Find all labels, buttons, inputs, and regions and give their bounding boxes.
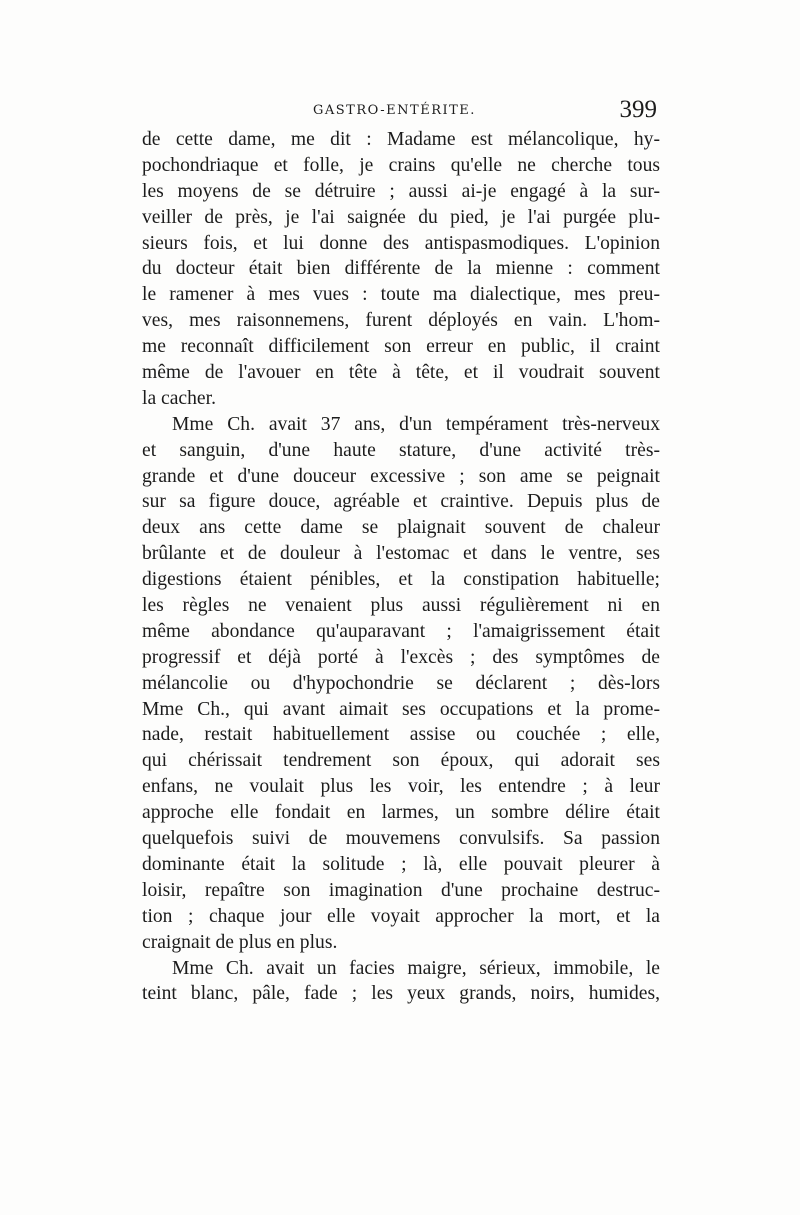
text-line: le ramener à mes vues : toute ma dialectique, mes preu- bbox=[142, 284, 660, 306]
text-line: Mme Ch. avait 37 ans, d'un tempérament très-nerveux bbox=[172, 413, 660, 435]
text-line: pochondriaque et folle, je crains qu'elle ne cherche tous bbox=[142, 154, 660, 176]
text-line: progressif et déjà porté à l'excès ; des symptômes de bbox=[142, 646, 660, 668]
text-line: veiller de près, je l'ai saignée du pied, je l'ai purgée plu- bbox=[142, 206, 660, 228]
text-line: approche elle fondait en larmes, un sombre délire était bbox=[142, 802, 660, 824]
text-line: sieurs fois, et lui donne des antispasmodiques. L'opinion bbox=[142, 232, 660, 254]
text-line: dominante était la solitude ; là, elle pouvait pleurer à bbox=[142, 853, 660, 875]
text-line: loisir, repaître son imagination d'une prochaine destruc- bbox=[142, 879, 660, 901]
text-line: grande et d'une douceur excessive ; son ame se peignait bbox=[142, 465, 660, 487]
text-line: digestions étaient pénibles, et la constipation habituelle; bbox=[142, 569, 660, 591]
page-header bbox=[143, 98, 659, 128]
text-line: tion ; chaque jour elle voyait approcher la mort, et la bbox=[142, 905, 660, 927]
text-line: enfans, ne voulait plus les voir, les entendre ; à leur bbox=[142, 776, 660, 798]
text-line: mélancolie ou d'hypochondrie se déclarent ; dès-lors bbox=[142, 672, 660, 694]
text-line: même abondance qu'auparavant ; l'amaigrissement était bbox=[142, 620, 660, 642]
page-number: 399 bbox=[619, 96, 657, 123]
text-line: brûlante et de douleur à l'estomac et dans le ventre, ses bbox=[142, 543, 660, 565]
text-line: sur sa figure douce, agréable et craintive. Depuis plus de bbox=[142, 491, 660, 513]
text-line: craignait de plus en plus. bbox=[142, 931, 338, 953]
text-line: quelquefois suivi de mouvemens convulsifs. Sa passion bbox=[142, 828, 660, 850]
text-line: de cette dame, me dit : Madame est mélancolique, hy- bbox=[142, 129, 660, 150]
text-line: du docteur était bien différente de la mienne : comment bbox=[142, 258, 660, 280]
text-line: la cacher. bbox=[142, 387, 216, 409]
text-line: me reconnaît difficilement son erreur en public, il craint bbox=[142, 336, 660, 358]
text-line: Mme Ch. avait un facies maigre, sérieux, immobile, le bbox=[172, 957, 660, 979]
text-line: les règles ne venaient plus aussi régulièrement ni en bbox=[142, 595, 660, 617]
text-line: même de l'avouer en tête à tête, et il voudrait souvent bbox=[142, 362, 660, 384]
text-line: teint blanc, pâle, fade ; les yeux grands, noirs, humides, bbox=[142, 983, 660, 1005]
text-line: qui chérissait tendrement son époux, qui adorait ses bbox=[142, 750, 660, 772]
body-text bbox=[142, 127, 660, 1007]
text-line: nade, restait habituellement assise ou couchée ; elle, bbox=[142, 724, 660, 746]
text-line: Mme Ch., qui avant aimait ses occupations et la prome- bbox=[142, 698, 660, 720]
text-line: les moyens de se détruire ; aussi ai-je engagé à la sur- bbox=[142, 180, 660, 202]
text-line: ves, mes raisonnemens, furent déployés en vain. L'hom- bbox=[142, 310, 660, 332]
running-head: GASTRO-ENTÉRITE. bbox=[313, 103, 476, 118]
text-line: et sanguin, d'une haute stature, d'une activité très- bbox=[142, 439, 660, 461]
text-line: deux ans cette dame se plaignait souvent de chaleur bbox=[142, 517, 660, 539]
